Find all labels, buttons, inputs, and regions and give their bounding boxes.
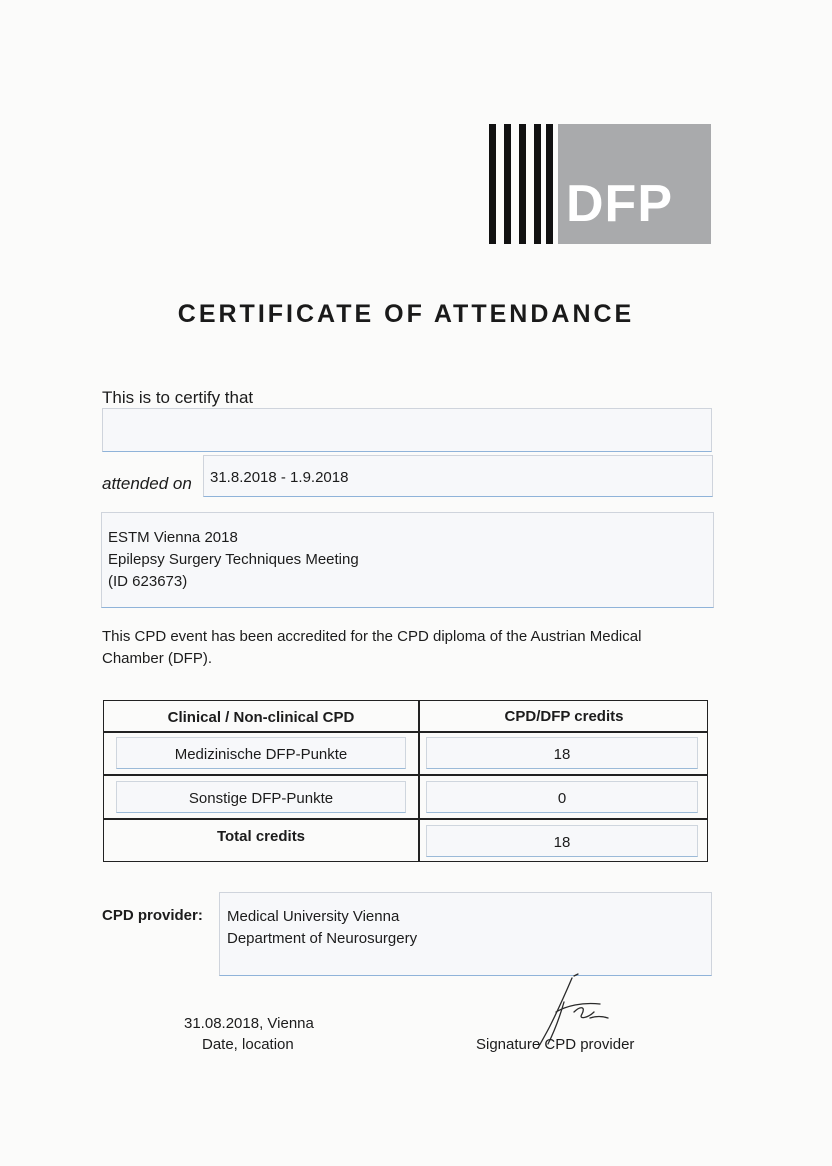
- accreditation-text: This CPD event has been accredited for the CPD diploma of the Austrian Medical Chamber (DFP).: [102, 628, 642, 667]
- event-line-3: (ID 623673): [108, 573, 188, 590]
- col2-header: CPD/DFP credits: [504, 708, 624, 725]
- credits-table: [103, 700, 708, 862]
- provider-line-2: Department of Neurosurgery: [227, 930, 418, 947]
- attendee-name-field: [102, 408, 712, 452]
- provider-label: CPD provider:: [102, 907, 203, 924]
- date-location-label: Date, location: [202, 1036, 294, 1053]
- col1-header: Clinical / Non-clinical CPD: [167, 709, 355, 726]
- attended-label: attended on: [102, 474, 192, 493]
- logo-text: DFP: [566, 175, 673, 233]
- attended-dates-field: [203, 455, 713, 497]
- signature-label: Signature CPD provider: [476, 1036, 635, 1053]
- row-label-sonstige: Sonstige DFP-Punkte: [116, 781, 406, 813]
- dfp-logo: [489, 124, 711, 244]
- provider-field: [219, 892, 712, 976]
- total-label: Total credits: [216, 828, 306, 845]
- provider-line-1: Medical University Vienna: [227, 908, 400, 925]
- event-field: [101, 512, 714, 608]
- event-line-2: Epilepsy Surgery Techniques Meeting: [108, 551, 359, 568]
- event-line-1: ESTM Vienna 2018: [108, 529, 238, 546]
- row-label-medizinische: Medizinische DFP-Punkte: [116, 737, 406, 769]
- total-value: 18: [426, 825, 698, 857]
- row-value-medizinische: 18: [426, 737, 698, 769]
- page-title: CERTIFICATE OF ATTENDANCE: [177, 300, 635, 328]
- row-value-sonstige: 0: [426, 781, 698, 813]
- attended-dates: 31.8.2018 - 1.9.2018: [210, 469, 349, 486]
- certify-intro: This is to certify that: [102, 388, 254, 407]
- date-location: 31.08.2018, Vienna: [184, 1015, 314, 1032]
